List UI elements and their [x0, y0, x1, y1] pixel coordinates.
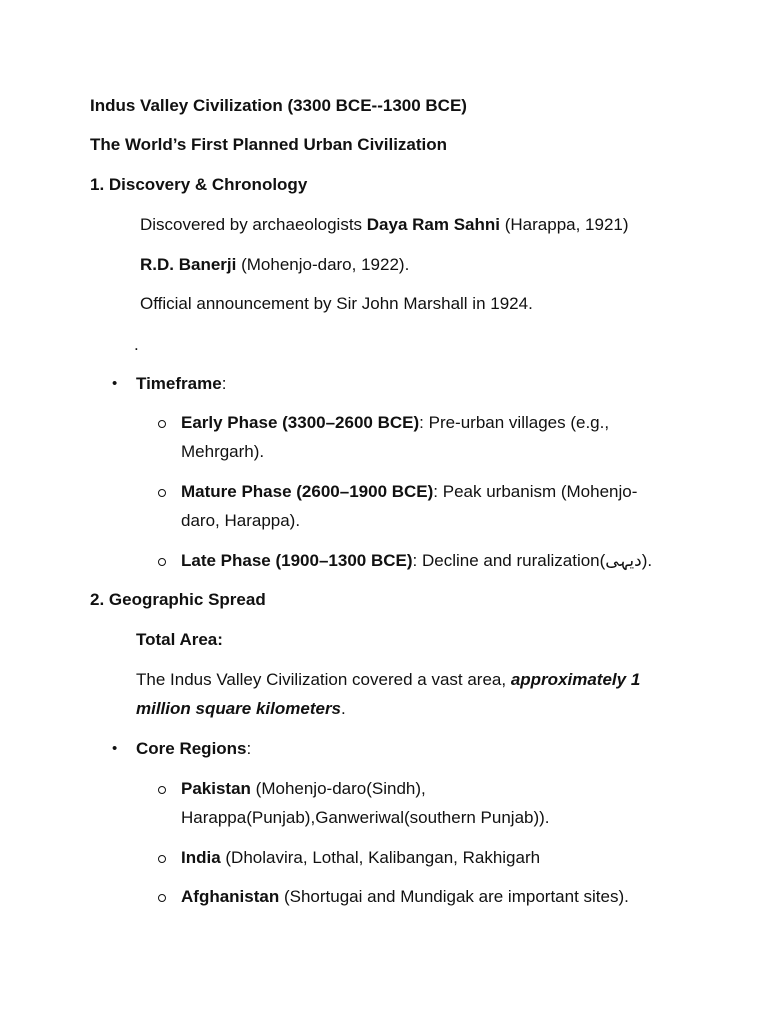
core-regions-colon: :: [246, 739, 252, 758]
region-pakistan-name: Pakistan: [181, 779, 251, 798]
region-afghanistan-name: Afghanistan: [181, 887, 280, 906]
document-title: Indus Valley Civilization (3300 BCE--1300 BCE): [90, 96, 467, 115]
region-pakistan-desc-cont: Harappa(Punjab),Ganweriwal(southern Punjab)).: [181, 808, 550, 827]
bullet-dot-icon: •: [112, 740, 118, 757]
region-afghanistan: [181, 886, 629, 908]
section2-heading: 2. Geographic Spread: [90, 590, 266, 609]
circle-bullet-icon: [158, 558, 166, 566]
timeframe-item: [136, 373, 226, 395]
phase-early-desc: : Pre-urban villages (e.g.,: [419, 413, 610, 432]
region-afghanistan-desc: (Shortugai and Mundigak are important sites).: [279, 887, 629, 906]
phase-mature-desc-cont: daro, Harappa).: [181, 511, 301, 530]
circle-bullet-icon: [158, 855, 166, 863]
phase-late-name: Late Phase (1900–1300 BCE): [181, 551, 413, 570]
region-pakistan-desc: (Mohenjo-daro(Sindh),: [250, 779, 426, 798]
circle-bullet-icon: [158, 489, 166, 497]
discovery-site-harappa: (Harappa, 1921): [500, 215, 629, 234]
phase-late-desc: : Decline and ruralization(دیہی).: [412, 551, 653, 570]
bullet-dot-icon: •: [112, 375, 118, 392]
area-value: approximately 1: [510, 670, 641, 689]
phase-early: [181, 412, 609, 434]
phase-mature: [181, 481, 637, 503]
timeframe-colon: :: [221, 374, 227, 393]
discovery-text: Discovered by archaeologists: [140, 215, 367, 234]
area-description-cont: [136, 698, 346, 720]
discoverer-banerji: R.D. Banerji: [140, 255, 237, 274]
discovery-line-sahni: [140, 214, 629, 236]
region-india-desc: (Dholavira, Lothal, Kalibangan, Rakhigarh: [220, 848, 541, 867]
core-regions-label: Core Regions: [136, 739, 247, 758]
phase-late: [181, 550, 652, 572]
total-area-label: Total Area:: [136, 630, 223, 649]
document-subtitle: The World’s First Planned Urban Civilization: [90, 135, 448, 154]
discoverer-sahni: Daya Ram Sahni: [366, 215, 501, 234]
phase-mature-desc: : Peak urbanism (Mohenjo-: [433, 482, 638, 501]
circle-bullet-icon: [158, 786, 166, 794]
region-india: [181, 847, 540, 869]
announcement-line: Official announcement by Sir John Marshall in 1924.: [140, 294, 533, 313]
area-period: .: [341, 699, 346, 718]
section1-heading: 1. Discovery & Chronology: [90, 175, 308, 194]
area-description: [136, 669, 640, 691]
circle-bullet-icon: [158, 420, 166, 428]
core-regions-item: [136, 738, 251, 760]
discovery-site-mohenjodaro: (Mohenjo-daro, 1922).: [236, 255, 410, 274]
region-india-name: India: [181, 848, 221, 867]
timeframe-label: Timeframe: [136, 374, 222, 393]
phase-early-desc-cont: Mehrgarh).: [181, 442, 265, 461]
area-value-unit: million square kilometers: [136, 699, 342, 718]
phase-early-name: Early Phase (3300–2600 BCE): [181, 413, 420, 432]
phase-mature-name: Mature Phase (2600–1900 BCE): [181, 482, 434, 501]
discovery-line-banerji: [140, 254, 409, 276]
circle-bullet-icon: [158, 894, 166, 902]
area-text: The Indus Valley Civilization covered a vast area,: [136, 670, 511, 689]
region-pakistan: [181, 778, 426, 800]
stray-period: .: [134, 335, 139, 354]
